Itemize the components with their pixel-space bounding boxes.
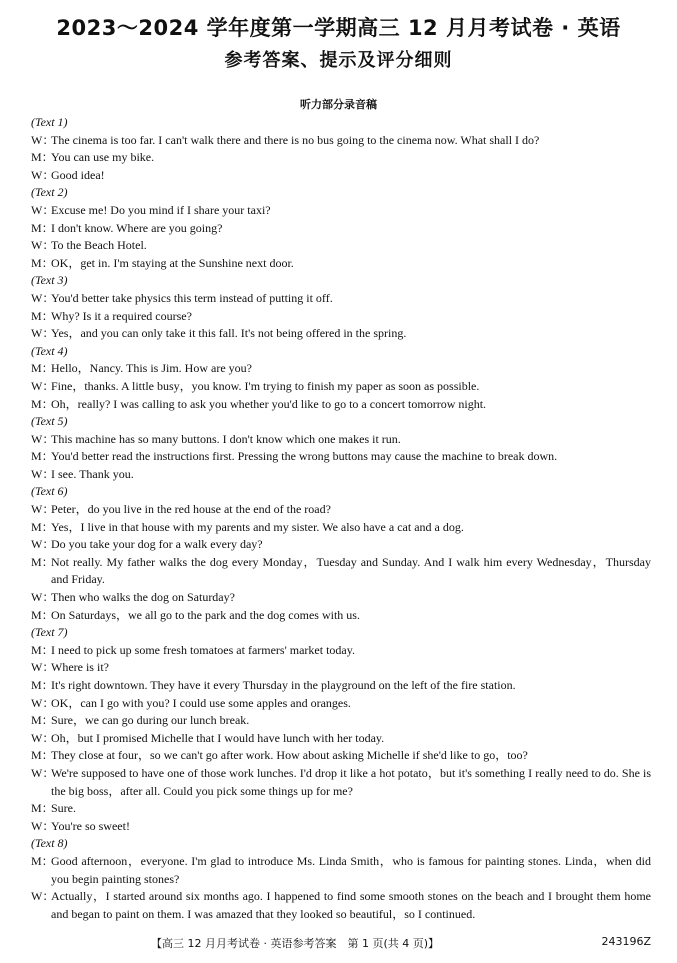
text-label-text: (Text 3) xyxy=(31,273,68,288)
speaker-label: M： xyxy=(31,150,54,165)
dialogue-text: Yes，and you can only take it this fall. It's not being offered in the spring. xyxy=(51,326,407,341)
dialogue-text: Where is it? xyxy=(51,660,109,675)
dialogue-text: Good afternoon，everyone. I'm glad to introduce Ms. Linda Smith，who is famous for painting stones. Linda，when did you begin painting stones? xyxy=(51,853,651,886)
speaker-label: M： xyxy=(31,449,54,464)
speaker-label: M： xyxy=(31,853,54,868)
speaker-label: M： xyxy=(31,554,54,569)
dialogue-text: Sure，we can go during our lunch break. xyxy=(51,713,250,728)
dialogue-line xyxy=(31,554,651,589)
dialogue-line xyxy=(31,431,651,449)
dialogue-text: Why? Is it a required course? xyxy=(51,308,192,323)
dialogue-line xyxy=(31,132,651,150)
speaker-label: W： xyxy=(31,537,55,552)
dialogue-text: To the Beach Hotel. xyxy=(51,238,147,253)
dialogue-text: Then who walks the dog on Saturday? xyxy=(51,590,235,605)
speaker-label: W： xyxy=(31,889,55,904)
text-label xyxy=(31,343,651,361)
dialogue-line xyxy=(31,800,651,818)
dialogue-text: Oh，really? I was calling to ask you whether you'd like to go to a concert tomorrow night. xyxy=(51,396,487,411)
speaker-label: M： xyxy=(31,255,54,270)
dialogue-line xyxy=(31,712,651,730)
speaker-label: W： xyxy=(31,290,55,305)
dialogue-text: You'd better read the instructions first. Pressing the wrong buttons may cause the machine to break down. xyxy=(51,449,558,464)
dialogue-text: I need to pick up some fresh tomatoes at farmers' market today. xyxy=(51,642,355,657)
dialogue-line xyxy=(31,290,651,308)
dialogue-line xyxy=(31,818,651,836)
speaker-label: M： xyxy=(31,713,54,728)
dialogue-line xyxy=(31,853,651,888)
dialogue-line xyxy=(31,325,651,343)
speaker-label: M： xyxy=(31,220,54,235)
speaker-label: W： xyxy=(31,466,55,481)
dialogue-line xyxy=(31,589,651,607)
dialogue-text: Sure. xyxy=(51,801,76,816)
dialogue-text: They close at four，so we can't go after work. How about asking Michelle if she'd like to go，too? xyxy=(51,748,528,763)
text-label xyxy=(31,483,651,501)
speaker-label: W： xyxy=(31,730,55,745)
dialogue-line xyxy=(31,360,651,378)
dialogue-text: Good idea! xyxy=(51,167,105,182)
dialogue-text: The cinema is too far. I can't walk there and there is no bus going to the cinema now. What shall I do? xyxy=(51,132,540,147)
dialogue-text: Do you take your dog for a walk every day? xyxy=(51,537,263,552)
speaker-label: M： xyxy=(31,748,54,763)
dialogue-text: You'd better take physics this term instead of putting it off. xyxy=(51,290,333,305)
speaker-label: W： xyxy=(31,695,55,710)
speaker-label: M： xyxy=(31,361,54,376)
text-label-text: (Text 5) xyxy=(31,414,68,429)
dialogue-text: Hello，Nancy. This is Jim. How are you? xyxy=(51,361,252,376)
speaker-label: W： xyxy=(31,202,55,217)
dialogue-line xyxy=(31,677,651,695)
speaker-label: M： xyxy=(31,607,54,622)
dialogue-line xyxy=(31,765,651,800)
page-title: 2023～2024 学年度第一学期高三 12 月月考试卷 · 英语 xyxy=(56,16,621,40)
dialogue-line xyxy=(31,695,651,713)
dialogue-line xyxy=(31,255,651,273)
speaker-label: W： xyxy=(31,590,55,605)
dialogue-line xyxy=(31,607,651,625)
text-label xyxy=(31,114,651,132)
text-label xyxy=(31,272,651,290)
speaker-label: W： xyxy=(31,660,55,675)
speaker-label: M： xyxy=(31,678,54,692)
dialogue-line xyxy=(31,237,651,255)
dialogue-text: Fine，thanks. A little busy，you know. I'm trying to finish my paper as soon as possible. xyxy=(51,378,480,393)
dialogue-text: This machine has so many buttons. I don't know which one makes it run. xyxy=(51,431,401,446)
speaker-label: W： xyxy=(31,818,55,833)
page-subtitle: 参考答案、提示及评分细则 xyxy=(224,50,453,71)
dialogue-text: Yes，I live in that house with my parents and my sister. We also have a cat and a dog. xyxy=(51,519,464,534)
dialogue-text: You can use my bike. xyxy=(51,150,155,165)
dialogue-line xyxy=(31,308,651,326)
dialogue-line xyxy=(31,220,651,238)
speaker-label: W： xyxy=(31,431,55,446)
footer-code: 243196Z xyxy=(601,935,651,948)
text-label xyxy=(31,624,651,642)
dialogue-text: Actually，I started around six months ago. I happened to find some smooth stones on the beach and I brought them home and began to paint on them. I was amazed that they looked so beautiful，so I continued. xyxy=(51,889,651,921)
speaker-label: M： xyxy=(31,642,54,657)
dialogue-line xyxy=(31,466,651,484)
dialogue-line xyxy=(31,730,651,748)
text-label-text: (Text 4) xyxy=(31,343,68,358)
dialogue-line xyxy=(31,167,651,185)
dialogue-text: Peter，do you live in the red house at the end of the road? xyxy=(51,502,331,517)
speaker-label: W： xyxy=(31,238,55,253)
dialogue-line xyxy=(31,202,651,220)
dialogue-text: I see. Thank you. xyxy=(51,466,134,481)
dialogue-line xyxy=(31,149,651,167)
dialogue-text: OK，can I go with you? I could use some apples and oranges. xyxy=(51,695,351,710)
dialogue-line xyxy=(31,888,651,923)
speaker-label: M： xyxy=(31,396,54,411)
text-label xyxy=(31,184,651,202)
dialogue-text: I don't know. Where are you going? xyxy=(51,220,223,235)
dialogue-line xyxy=(31,448,651,466)
transcript-body xyxy=(31,114,651,923)
text-label-text: (Text 2) xyxy=(31,185,68,200)
dialogue-line xyxy=(31,659,651,677)
dialogue-line xyxy=(31,642,651,660)
dialogue-text: Oh，but I promised Michelle that I would have lunch with her today. xyxy=(51,730,385,745)
speaker-label: W： xyxy=(31,765,55,780)
dialogue-text: Excuse me! Do you mind if I share your taxi? xyxy=(51,202,271,217)
dialogue-line xyxy=(31,501,651,519)
dialogue-text: OK，get in. I'm staying at the Sunshine next door. xyxy=(51,255,294,270)
dialogue-text: Not really. My father walks the dog every Monday，Tuesday and Sunday. And I walk him every Wednesday，Thursday and Friday. xyxy=(51,554,651,587)
text-label xyxy=(31,413,651,431)
speaker-label: W： xyxy=(31,378,55,393)
dialogue-text: You're so sweet! xyxy=(51,818,130,833)
speaker-label: M： xyxy=(31,801,54,816)
speaker-label: M： xyxy=(31,308,54,323)
text-label xyxy=(31,835,651,853)
dialogue-text: We're supposed to have one of those work lunches. I'd drop it like a hot potato，but it's something I really need to do. She is the big boss，after all. Could you pick some things up for me? xyxy=(51,765,651,798)
dialogue-line xyxy=(31,747,651,765)
text-label-text: (Text 6) xyxy=(31,484,68,499)
dialogue-line xyxy=(31,519,651,537)
dialogue-line xyxy=(31,536,651,554)
text-label-text: (Text 1) xyxy=(31,115,68,129)
dialogue-text: On Saturdays，we all go to the park and the dog comes with us. xyxy=(51,607,360,622)
text-label-text: (Text 7) xyxy=(31,625,68,640)
speaker-label: M： xyxy=(31,519,54,534)
dialogue-line xyxy=(31,378,651,396)
speaker-label: W： xyxy=(31,132,55,147)
dialogue-line xyxy=(31,396,651,414)
speaker-label: W： xyxy=(31,167,55,182)
footer-page-info: 【高三 12 月月考试卷 · 英语参考答案 第 1 页(共 4 页)】 xyxy=(151,937,440,950)
text-label-text: (Text 8) xyxy=(31,836,68,851)
section-title: 听力部分录音稿 xyxy=(300,98,377,111)
dialogue-text: It's right downtown. They have it every Thursday in the playground on the left of the fire station. xyxy=(51,678,516,692)
speaker-label: W： xyxy=(31,326,55,341)
speaker-label: W： xyxy=(31,502,55,517)
